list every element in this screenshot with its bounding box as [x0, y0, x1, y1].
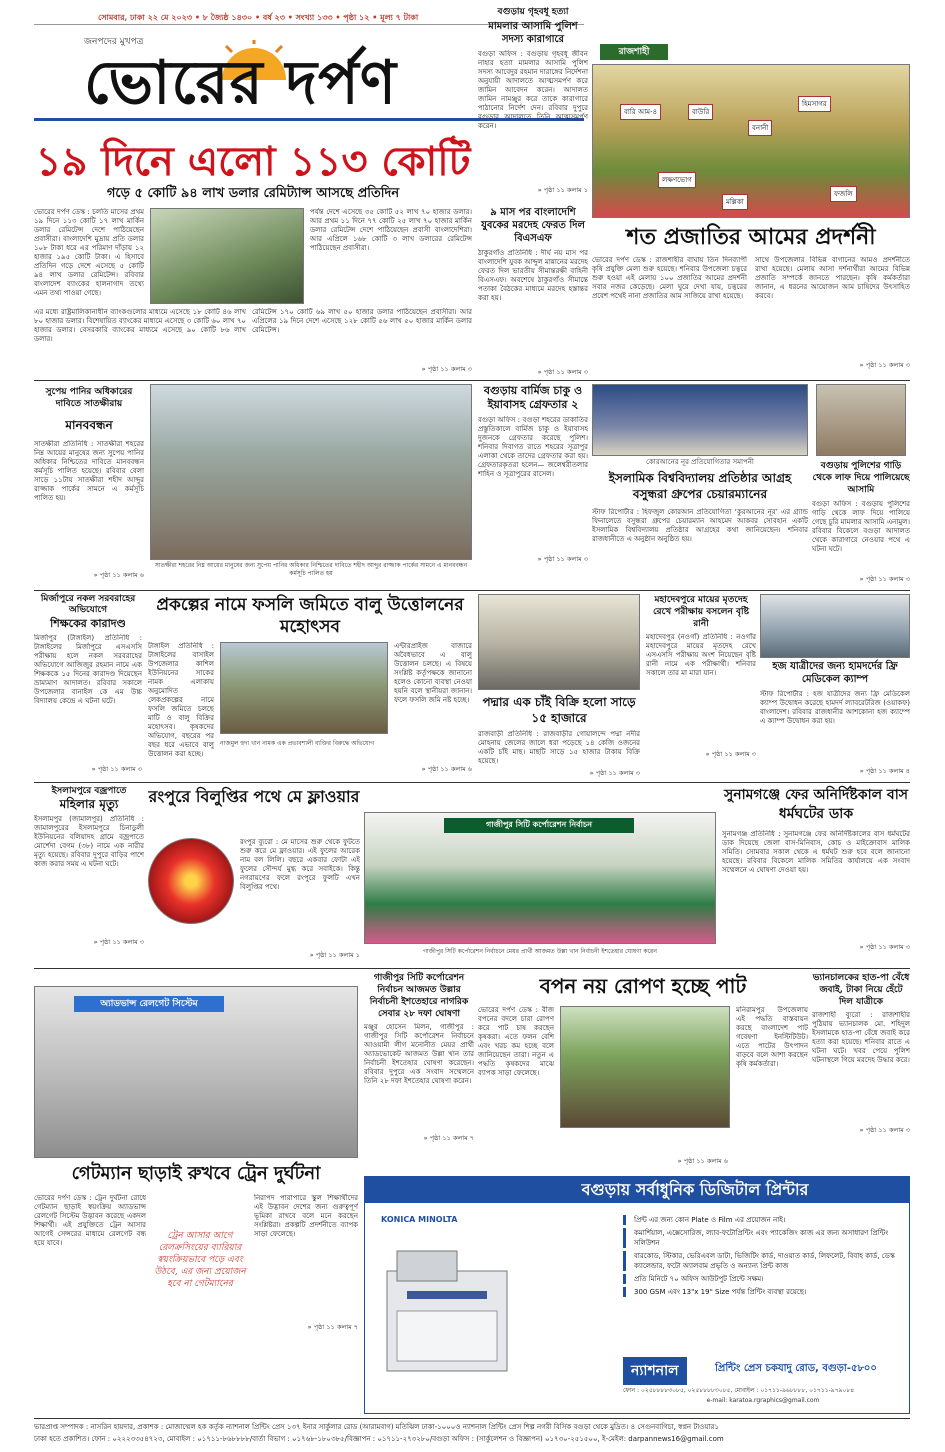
- jute-body-2: মনিরামপুর উপজেলায় এই পদ্ধতি বাস্তবায়ন করছে বাংলাদেশ পাট গবেষণা ইনস্টিটিউট। এতে পাটের উৎপাদন বাড়বে বলে আশা করছেন কৃষি কর্মকর্তারা।: [736, 1006, 808, 1068]
- quran-caption: কোরআনের নূর প্রতিযোগিতার সমাপনী: [646, 458, 754, 466]
- jute-story: [478, 972, 808, 1170]
- ad-feature-item: কমার্শিয়াল, এক্সেসোরিজ, ল্যাব-ফটোপ্রিন্টিং এবং প্যাকেজিং কাজ এর জন্য অসাধারণ প্রিন্টিং সলিউশন: [623, 1228, 899, 1248]
- jute-continued[interactable]: » পৃষ্ঠা ১১ কলাম ৬: [677, 1157, 728, 1165]
- gazipur-headline[interactable]: গাজীপুর সিটি কর্পোরেশন নির্বাচন আজমত উল্লার নির্বাচনী ইশতেহারে নাগরিক সেবার ২৮ দফা ঘোষণা: [369, 973, 469, 1019]
- paper-title[interactable]: ভোরের দর্পণ: [84, 48, 397, 118]
- sand-caption: নাজমুল হুদা খান নামক এক প্রভাবশালী ব্যক্তির বিরুদ্ধে অভিযোগ: [220, 740, 375, 747]
- van-headline[interactable]: ভ্যানচালকের হাত-পা বেঁধে জবাই, টাকা নিয়ে হেঁটে দিল যাত্রীকে: [812, 973, 910, 1007]
- bsf-continued[interactable]: » পৃষ্ঠা ১১ কলাম ৩: [537, 368, 588, 376]
- hajj-photo: [760, 594, 910, 658]
- mango-body: ভোরের দর্পণ ডেস্ক : রাজশাহীর বাঘায় তিন দিনব্যাপী কৃষি প্রযুক্তি মেলা শুরু হয়েছে। শনিবার উপজেলা চত্বরে শুরু হওয়া এই মেলায় ১০০ প্রজাতির আমের প্রদর্শনী সবার নজর কেড়েছে। মেলা ঘুরে দেখা যায়, চত্বরের প্রবেশ পথেই নানা প্রজাতির আম সাজিয়ে রাখা হয়েছে।: [592, 256, 747, 300]
- lead-body-1: ভোরের দর্পণ ডেস্ক : চলতি মাসের প্রথম ১৯ দিনে ১১৩ কোটি ১৭ লাখ মার্কিন ডলার রেমিটেন্স দেশে পাঠিয়েছেন প্রবাসীরা। বাংলাদেশি মুদ্রায় প্রতি ডলার ১০৮ টাকা ধরে এর পরিমাণ দাঁড়ায় ১২ হাজার ১৯৫ কোটি টাকা। এ হিসাবে প্রতিদিন গড়ে দেশে এসেছে ৫ কোটি ৯৪ লাখ ডলার রেমিটেন্স। রবিবার বাংলাদেশ ব্যাংকের হালনাগাদ তথ্যে এমন তথ্য পাওয়া গেছে।: [34, 208, 144, 297]
- mirzapur-story: [34, 594, 142, 778]
- quran-body: স্টাফ রিপোর্টার : হিফজুল কোরআন প্রতিযোগিতা ‘কুরআনের নূর’ এর গ্র্যান্ড ফিনালেতে বসুন্ধরা গ্রুপের চেয়ারম্যান আহমেদ আকবর সোবহান একটি ইসলামিক বিশ্ববিদ্যালয় প্রতিষ্ঠার আগ্রহের কথা জানিয়েছেন। শনিবার রাজধানীতে এ অনুষ্ঠান অনুষ্ঠিত হয়।: [592, 508, 808, 543]
- quran-photo: [592, 384, 808, 456]
- sunamganj-continued[interactable]: » পৃষ্ঠা ১১ কলাম ৩: [859, 943, 910, 951]
- bogura-continued[interactable]: » পৃষ্ঠা ১১ কলাম ১: [537, 186, 588, 194]
- hajj-continued[interactable]: » পৃষ্ঠা ১১ কলাম ৪: [859, 767, 910, 775]
- mango-body-2: সাথে উপজেলার বিভিন্ন বাগানের আমও প্রদর্শনীতে রাখা হয়েছে। মেলায় আসা দর্শনার্থীরা আমের বিভিন্ন প্রজাতি সম্পর্কে জানতে পারছেন। কৃষি কর্মকর্তারা জানান, এ ধরনের আয়োজন আম চাষিদের উৎসাহিত করবে।: [755, 256, 910, 300]
- railgate-continued[interactable]: » পৃষ্ঠা ১১ কলাম ৭: [307, 1323, 358, 1331]
- mirzapur-kicker: মির্জাপুরে নকল সরবরাহের অভিযোগে: [40, 594, 136, 615]
- islampur-body: ইসলামপুর (জামালপুর) প্রতিনিধি : জামালপুরের ইসলামপুরে চিনাডুলী ইউনিয়নের বলিয়াদহ গ্রামে বজ্রপাতে মোর্শেদা বেগম (৩৮) নামে এক নারীর মৃত্যু হয়েছে। রবিবার দুপুরে বাড়ির পাশে কাজ করার সময় এ ঘটনা ঘটে।: [34, 815, 144, 868]
- mango-continued[interactable]: » পৃষ্ঠা ১১ কলাম ৩: [859, 361, 910, 369]
- ad-feature-item: 300 GSM এবং 13"x 19" Size পর্যন্ত প্রিন্টিং ব্যবস্থা রয়েছে।: [623, 1287, 899, 1297]
- imprint-line-2: ঢাকা হতে প্রকাশিত। ফোন : ০২২২৩৩৫৪৭২৩, মোবাইল : ০১৭১১-৮৬৮৮৮৮/বার্তা বিভাগ : ০১৭৬৮-১৮০৩৮৫/বিজ্ঞাপন : ০১৭১১-২৭৩২৮০/বগুড়া অফিস : (সার্কুলেশন ও বিজ্ঞাপন) ০১৭৩০-২৫১৫০০, ই-মেইল: darpannews16@gmail.com: [34, 1435, 724, 1443]
- ad-company: ন্যাশনাল: [623, 1357, 687, 1385]
- sand-photo: [220, 642, 388, 734]
- divider: [34, 782, 910, 783]
- gazipur-story: [364, 972, 474, 1170]
- gazipur-continued[interactable]: » পৃষ্ঠা ১১ কলাম ৭: [423, 1134, 474, 1142]
- printer-image: [377, 1231, 517, 1381]
- bogura-murder-story: [478, 6, 588, 202]
- islampur-story: [34, 786, 144, 964]
- satkhira-continued[interactable]: » পৃষ্ঠা ১১ কলাম ৬: [93, 571, 144, 579]
- exam-story: [646, 594, 756, 778]
- mango-headline[interactable]: শত প্রজাতির আমের প্রদর্শনী: [626, 224, 876, 250]
- imprint-line-1: ভারপ্রাপ্ত সম্পাদক : নাসরিন হায়দার, প্রকাশক : মোজাম্মেল হক কর্তৃক ন্যাশনাল প্রিন্টিং প্রেস ১৩৭ ইনার সার্কুলার রোড (আরামবাগ) মতিঝিল ঢাকা-১০০০ও ন্যাশনাল প্রিন্টিং প্রেস শিল্প নগরী বিসিক বগুড়া থেকে মুদ্রিত। ৪ সেগুনবাগিচা, স্বপ্নন টাওয়ার১: [34, 1423, 719, 1431]
- sand-body-1: টাঙ্গাইল প্রতিনিধি : টাঙ্গাইলের বাসাইল উপজেলার কাশিল ইউনিয়নের সাকের নামক এলাকায় অনুমোদিত লেকপ্রকল্পের নামে ফসলি জমিতে চলছে মাটি ও বালু বিক্রির মহোৎসব। কৃষকদের অভিযোগ, বছরের পর বছর ধরে এভাবে বালু উত্তোলন করা হচ্ছে।: [148, 642, 214, 758]
- ad-phones: ফোন : ০২৫৮৮৮৮৩০৮৫, ০২৫৮৮৮৮৩০৮৫, মোবাইল : ০১৭১১-৯৬৮৮৮৮, ০১৭১১-৯৭৯০৮৪: [623, 1387, 855, 1394]
- sand-continued[interactable]: » পৃষ্ঠা ১১ কলাম ৬: [421, 765, 472, 773]
- exam-continued[interactable]: » পৃষ্ঠা ১১ কলাম ৩: [705, 750, 756, 758]
- jute-headline[interactable]: বপন নয় রোপণ হচ্ছে পাট: [539, 974, 747, 998]
- divider: [34, 590, 910, 591]
- lead-story: [34, 128, 472, 380]
- mayflower-body: রংপুর ব্যুরো : মে মাসের শুরু থেকে ফুটতে শুরু করে মে ফ্লাওয়ার। এই ফুলের আরেক নাম বল লিলি। বছরে একবার ফোটা এই ফুলের সৌন্দর্য মুগ্ধ করে সবাইকে। কিন্তু নগরায়ণের ফলে রংপুরে ফুলটি এখন বিলুপ্তির পথে।: [240, 838, 360, 891]
- satkhira-headline[interactable]: মানববন্ধন: [65, 418, 113, 432]
- satkhira-story: [34, 384, 472, 586]
- dateline: সোমবার, ঢাকা ২২ মে ২০২৩ • ৮ জ্যৈষ্ঠ ১৪৩০ • বর্ষ ২৩ • সংখ্যা ১৩৩ • পৃষ্ঠা ১২ • মূল্য ৭ টাকা: [98, 12, 419, 22]
- ad-features: [623, 1215, 899, 1300]
- exam-headline[interactable]: মহাদেবপুরে মায়ের মৃতদেহ রেখে পরীক্ষায় বসলেন বৃষ্টি রানী: [653, 595, 749, 629]
- ad-feature-item: বারকোড, স্টিকার, ভেরিএবল ডাটা, ভিজিটিং কার্ড, দাওয়াত কার্ড, লিফলেট, বিবাহ কার্ড, ডেস্ক ক্যালেন্ডার, ফটো অ্যালবাম প্রভৃতি ও অন্যান্য প্রিন্ট কাজ: [623, 1251, 899, 1271]
- sand-body-2: এন্টারপ্রাইজ বাজারে অবৈধভাবে এ বালু উত্তোলন চলছে। এ বিষয়ে সংশ্লিষ্ট কর্তৃপক্ষকে জানানো হলেও কোনো ব্যবস্থা নেওয়া হয়নি বলে স্থানীয়রা জানান। ফলে ফসলি জমি নষ্ট হচ্ছে।: [394, 642, 472, 704]
- mayflower-continued[interactable]: » পৃষ্ঠা ১১ কলাম ১: [309, 951, 360, 959]
- jute-photo: [560, 1006, 730, 1128]
- mayflower-story: [148, 786, 360, 964]
- mango-label: ফজলি: [830, 186, 857, 202]
- mango-label: বনানী: [748, 120, 772, 136]
- railgate-body-2: নিরাপদ পারাপারে স্কুল শিক্ষার্থীদের এই উদ্ভাবন দেশের জন্য গুরুত্বপূর্ণ ভূমিকা রাখবে বলে মনে করছেন সংশ্লিষ্টরা। প্রকল্পটি প্রদর্শনীতে ব্যাপক সাড়া ফেলেছে।: [254, 1194, 358, 1238]
- accused-photo: [816, 384, 906, 456]
- lead-subhead: গড়ে ৫ কোটি ৯৪ লাখ ডলার রেমিট্যান্স আসছে প্রতিদিন: [106, 186, 400, 201]
- quran-story: [592, 384, 808, 586]
- barmiz-body: বগুড়া অফিস : বগুড়া শহরের ডাকাতির প্রস্তুতিকালে বার্মিজ চাকু ও ইয়াবাসহ দুজনকে গ্রেফতার করেছে পুলিশ। শনিবার দিবাগত রাতে শহরের সূত্রাপুর এলাকা থেকে তাদের গ্রেফতার করা হয়। গ্রেফতারকৃতরা হলেন— জলেশ্বরীতলার শাহিন ও সূত্রাপুরের রাসেল।: [478, 416, 588, 478]
- railgate-body-1: ভোরের দর্পণ ডেস্ক : ট্রেন দুর্ঘটনা রোধে গেটম্যান ছাড়াই স্বয়ংক্রিয় অ্যাডভান্স রেলগেট সিস্টেম উদ্ভাবন করেছে একদল শিক্ষার্থী। এই প্রযুক্তিতে ট্রেন আসার আগেই সেন্সরের মাধ্যমে রেলগেট বন্ধ হয়ে যাবে।: [34, 1194, 146, 1247]
- sand-story: [148, 594, 472, 778]
- satkhira-photo: [150, 384, 472, 560]
- gazipur-photo-block: [364, 812, 716, 964]
- bsf-body: ঠাকুরগাঁও প্রতিনিধি : দীর্ঘ নয় মাস পর বাংলাদেশি যুবক আব্দুল মান্নানের মরদেহ ফেরত দিল ভারতীয় সীমান্তরক্ষী বাহিনী বিএসএফ। অবশেষে ঠাকুরগাঁও সীমান্তে পতাকা বৈঠকের মাধ্যমে মরদেহ হস্তান্তর করা হয়।: [478, 249, 588, 302]
- hajj-story: [760, 594, 910, 778]
- bogura-body: বগুড়া অফিস : বগুড়ায় গৃহবধূ জীবন নাহার হত্যা মামলার আসামি পুলিশ সদস্য আবেদুর রহমান দারাঙ্গের নির্দেশনা অনুযায়ী আদালতে আত্মসমর্পণ করে জামিন আবেদন করেন। আদালত জামিন নামঞ্জুর করে তাকে কারাগারে পাঠানোর নির্দেশ দেন। রবিবার দুপুরে বগুড়ার আদালতে তিনি আত্মসমর্পণ করেন।: [478, 50, 588, 130]
- ad-email[interactable]: e-mail: karatoa.rgraphics@gmail.com: [706, 1397, 820, 1404]
- lead-body-3: এর মধ্যে রাষ্ট্রমালিকানাধীন ব্যাংকগুলোর মাধ্যমে এসেছে ১৮ কোটি ৪৬ লাখ ৮০ হাজার ডলার। বিশেষায়িত ব্যাংকের মাধ্যমে এসেছে ৩ কোটি ৬০ লাখ ৭০ হাজার ডলার। বেসরকারি ব্যাংকের মাধ্যমে এসেছে ৯০ কোটি ৮৬ লাখ ডলার।: [34, 308, 246, 343]
- ad-feature-item: প্রিন্ট এর জন্য কোন Plate ও Film এর প্রয়োজন নাই।: [623, 1215, 899, 1225]
- lead-headline[interactable]: ১৯ দিনে এলো ১১৩ কোটি: [35, 138, 471, 185]
- gazipur-body: মঞ্জুর হোসেন মিলন, গাজীপুর : গাজীপুর সিটি কর্পোরেশন নির্বাচনে আওয়ামী লীগ মনোনীত মেয়র প্রার্থী অ্যাডভোকেট আজমত উল্লা খান তার নির্বাচনী ইশতেহার ঘোষণা করেছেন। রবিবার দুপুরে এক সংবাদ সম্মেলনে তিনি ২৮ দফা ইশতেহার ঘোষণা করেন।: [364, 1023, 474, 1085]
- railgate-headline[interactable]: গেটম্যান ছাড়াই রুখবে ট্রেন দুর্ঘটনা: [71, 1163, 321, 1184]
- divider: [34, 380, 910, 381]
- islampur-kicker: ইসলামপুরে বজ্রপাতে: [51, 786, 127, 796]
- mango-label: হিমসাগর: [798, 96, 831, 112]
- barmiz-continued[interactable]: » পৃষ্ঠা ১১ কলাম ৩: [537, 555, 588, 563]
- police-escape-headline[interactable]: বগুড়ায় পুলিশের গাড়ি থেকে লাফ দিয়ে পালিয়েছে আসামি: [812, 461, 910, 495]
- satkhira-kicker: সুপেয় পানির অধিকারের দাবিতে সাতক্ষীরায়: [45, 387, 133, 409]
- islampur-headline[interactable]: মহিলার মৃত্যু: [59, 797, 119, 811]
- mirzapur-continued[interactable]: » পৃষ্ঠা ১১ কলাম ৩: [91, 765, 142, 773]
- sand-headline[interactable]: প্রকল্পের নামে ফসলি জমিতে বালু উত্তোলনের মহোৎসব: [156, 595, 464, 637]
- footer-rule: [34, 1418, 910, 1419]
- railgate-tag: অ্যাডভান্স রেলগেট সিস্টেম: [74, 996, 224, 1012]
- fish-body: রাজবাড়ী প্রতিনিধি : রাজবাড়ীর গোয়ালন্দে পদ্মা নদীর মোহনায় জেলের জালে ধরা পড়েছে ১৪ কেজি ওজনের একটি চাঁই মাছ। মাছটি সাড়ে ১৫ হাজার টাকায় বিক্রি হয়েছে।: [478, 730, 640, 765]
- barmiz-story: [478, 384, 588, 586]
- printer-advertisement[interactable]: [364, 1176, 910, 1414]
- exam-body: মহাদেবপুর (নওগাঁ) প্রতিনিধি : নওগাঁর মহাদেবপুরে মায়ের মৃতদেহ রেখে এসএসসি পরীক্ষায় অংশ নিয়েছেন বৃষ্টি রানী নামে এক পরীক্ষার্থী। শনিবার সকালে তার মা মারা যান।: [646, 633, 756, 677]
- ad-feature-item: প্রতি মিনিটে ৭০ অফিস আউটপুট প্রিন্টে সক্ষম।: [623, 1274, 899, 1284]
- mayflower-headline[interactable]: রংপুরে বিলুপ্তির পথে মে ফ্লাওয়ার: [148, 787, 360, 806]
- sunamganj-body: সুনামগঞ্জ প্রতিনিধি : সুনামগঞ্জে ফের অনির্দিষ্টকালের বাস ধর্মঘটের ডাক দিয়েছে জেলা বাস-মিনিবাস, কোচ ও মাইক্রোবাস মালিক সমিতি। সোমবার সকাল থেকে এ ধর্মঘট শুরু হবে বলে জানানো হয়েছে। রবিবার বিকেলে মালিক সমিতির কার্যালয়ে এক সংবাদ সম্মেলনে এ ঘোষণা দেওয়া হয়।: [722, 830, 910, 874]
- hajj-headline[interactable]: হজ যাত্রীদের জন্য হামদর্দের ফ্রি মেডিকেল ক্যাম্প: [772, 661, 898, 685]
- police-escape-story: [812, 384, 910, 586]
- van-story: [812, 972, 910, 1170]
- hajj-body: স্টাফ রিপোর্টার : হজ যাত্রীদের জন্য ফ্রি মেডিকেল ক্যাম্প উদ্বোধন করেছে হামদর্দ ল্যাবরেটরিজ (ওয়াকফ) বাংলাদেশ। রবিবার রাজধানীর আশকোনা হজ ক্যাম্পে এ ক্যাম্প উদ্বোধন করা হয়।: [760, 690, 910, 725]
- van-body: রাজশাহী ব্যুরো : রাজশাহীর পুঠিয়ায় ভ্যানচালক মো. শহিদুল ইসলামকে হাত-পা বেঁধে জবাই করে হত্যা করা হয়েছে। শনিবার রাতে এ ঘটনা ঘটে। খবর পেয়ে পুলিশ ঘটনাস্থলে গিয়ে মরদেহ উদ্ধার করে।: [812, 1011, 910, 1064]
- satkhira-caption: সাতক্ষীরা শহরের নিম্ন আয়ের মানুষের জন্য সুপেয় পানির অধিকার নিশ্চিতের দাবিতে শহীদ আব্দুর রাজ্জাক পার্কের সামনে এ মানববন্ধন কর্মসূচি পালিত হয়: [154, 562, 468, 577]
- lead-body-2: পর্যন্ত দেশে এসেছে ৩৫ কোটি ৫২ লাখ ৭০ হাজার ডলার। আর প্রথম ১১ দিনে ৭৭ কোটি ২৫ লাখ ৭০ হাজার মার্কিন ডলার রেমিটেন্স দেশে পাঠিয়েছেন প্রবাসী বাংলাদেশিরা। আর এপ্রিলে ১৬৮ কোটি ৩ লাখ ডলারের রেমিটেন্স পাঠিয়েছেন প্রবাসীরা।: [310, 208, 472, 252]
- gazipur-photo-caption: গাজীপুর সিটি কর্পোরেশন নির্বাচনে মেয়র প্রার্থী আজমত উল্লা খান নির্বাচনী ইশতেহার ঘোষণা করেন: [423, 948, 657, 955]
- ad-headline: বগুড়ায় সর্বাধুনিক ডিজিটাল প্রিন্টার: [581, 1180, 809, 1199]
- mango-label: বারি আম-৪: [620, 104, 661, 120]
- rajshahi-tag: রাজশাহী: [600, 44, 668, 60]
- quran-headline[interactable]: ইসলামিক বিশ্ববিদ্যালয় প্রতিষ্ঠার আগ্রহ বসুন্ধরা গ্রুপের চেয়ারম্যানের: [608, 471, 792, 501]
- fish-story: [478, 594, 640, 778]
- sunamganj-headline[interactable]: সুনামগঞ্জে ফের অনির্দিষ্টকাল বাস ধর্মঘটের ডাক: [723, 787, 909, 822]
- mango-label: বাউরি: [688, 104, 713, 120]
- mango-labels: [598, 76, 904, 216]
- tagline: জনপদের মুখপত্র: [84, 37, 144, 47]
- bsf-headline[interactable]: ৯ মাস পর বাংলাদেশি যুবকের মরদেহ ফেরত দিল বিএসএফ: [481, 207, 585, 244]
- gazipur-banner: গাজীপুর সিটি কর্পোরেশন নির্বাচন: [444, 818, 634, 833]
- bogura-headline[interactable]: মামলার আসামি পুলিশ সদস্য কারাগারে: [488, 21, 578, 45]
- mirzapur-body: মির্জাপুর (টাঙ্গাইল) প্রতিনিধি : টাঙ্গাইলের মির্জাপুরে এসএসসি পরীক্ষায় হলে নকল সরবরাহের অভিযোগে আজিজুর রহমান নামে এক শিক্ষককে ১৫ দিনের কারাদণ্ড দিয়েছেন ভ্রাম্যমাণ আদালত। রবিবার সকালে উপজেলার বানাইল কে এম উচ্চ বিদ্যালয় কেন্দ্রে এ ঘটনা ঘটে।: [34, 634, 142, 705]
- fish-headline[interactable]: পদ্মার এক চাঁই বিক্রি হলো সাড়ে ১৫ হাজারে: [482, 695, 636, 725]
- rajshahi-mango-story: [592, 36, 910, 376]
- mango-label: মল্লিকা: [722, 194, 748, 210]
- van-continued[interactable]: » পৃষ্ঠা ১১ কলাম ৩: [859, 1126, 910, 1134]
- police-escape-body: বগুড়া অফিস : বগুড়ায় পুলিশের গাড়ি থেকে লাফ দিয়ে পালিয়ে গেছে চুরি মামলার আসামি এনামুল। রবিবার বিকেলে বগুড়া আদালত থেকে কারাগারে নেওয়ার পথে এ ঘটনা ঘটে।: [812, 500, 910, 553]
- mirzapur-headline[interactable]: শিক্ষকের কারাদণ্ড: [50, 617, 126, 630]
- police-escape-continued[interactable]: » পৃষ্ঠা ১১ কলাম ৩: [859, 575, 910, 583]
- mayflower-photo: [148, 838, 234, 924]
- fish-photo: [478, 594, 640, 690]
- bsf-story: [478, 206, 588, 376]
- railgate-story: [34, 972, 358, 1338]
- barmiz-headline[interactable]: বগুড়ায় বার্মিজ চাকু ও ইয়াবাসহ গ্রেফতার ২: [483, 384, 583, 411]
- satkhira-body: সাতক্ষীরা প্রতিনিধি : সাতক্ষীরা শহরের নিম্ন আয়ের মানুষের জন্য সুপেয় পানির অধিকার নিশ্চিতের দাবিতে মানববন্ধন কর্মসূচি পালিত হয়েছে। রবিবার বেলা সাড়ে ১১টায় সাতক্ষীরা শহীদ আব্দুর রাজ্জাক পার্কের সামনে এ কর্মসূচি পালিত হয়।: [34, 440, 144, 502]
- sunamganj-story: [722, 786, 910, 964]
- bogura-kicker: বগুড়ায় গৃহবধূ হত্যা: [497, 7, 569, 17]
- mango-label: লক্ষণভোগ: [658, 172, 696, 188]
- fish-continued[interactable]: » পৃষ্ঠা ১১ কলাম ৩: [589, 769, 640, 777]
- lead-body-4: রেমিটেন্স ১৭০ কোটি ৬৯ লাখ ৫০ হাজার ডলার পাঠিয়েছেন প্রবাসীরা। আর এপ্রিলের ১৯ দিনে দেশে এসেছে ১২৮ কোটি ৫৬ লাখ ৫০ হাজার মার্কিন ডলার রেমিটেন্স।: [252, 308, 472, 334]
- divider: [34, 968, 910, 969]
- ad-address: প্রিন্টিং প্রেস চকযাদু রোড, বগুড়া-৫৮০০: [715, 1363, 877, 1374]
- jute-body: ভোরের দর্পণ ডেস্ক : বীজ বপনের বদলে চারা রোপণ করে পাট চাষ করছেন কৃষকরা। এতে ফলন বেশি এবং খরচ কম হচ্ছে বলে জানিয়েছেন তারা। নতুন এ পদ্ধতি কৃষকদের মাঝে ব্যাপক সাড়া ফেলেছে।: [478, 1006, 554, 1077]
- islampur-continued[interactable]: » পৃষ্ঠা ১১ কলাম ৩: [93, 938, 144, 946]
- railgate-quote: ট্রেন আসার আগে রেলক্রসিংয়ের ব্যারিয়ার স্বয়ংক্রিয়ভাবে পড়ে এবং উঠবে, এর জন্য প্রয়োজন হবে না গেটম্যানের: [154, 1231, 246, 1289]
- dollar-photo: [150, 208, 304, 304]
- ad-brand: KONICA MINOLTA: [381, 1215, 458, 1224]
- lead-continued[interactable]: » পৃষ্ঠা ১১ কলাম ৩: [421, 365, 472, 373]
